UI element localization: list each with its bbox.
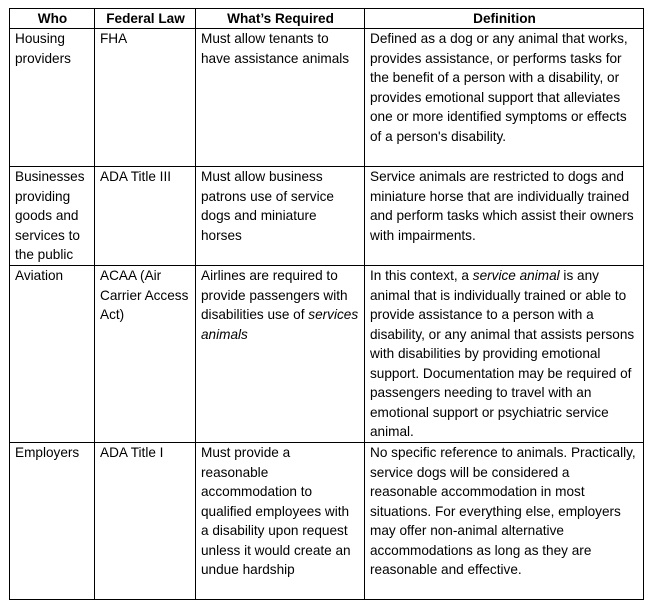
definition-text-start: In this context, a: [370, 268, 473, 283]
header-row: [10, 9, 644, 29]
document-page: [9, 8, 644, 600]
federal-law-table: [9, 8, 644, 600]
cell-who: Housing providers: [10, 29, 95, 167]
cell-whats-required: Must allow business patrons use of service dogs and miniature horses: [196, 167, 365, 266]
table-row: [10, 167, 644, 266]
header-definition: Definition: [365, 9, 644, 29]
cell-who: Aviation: [10, 266, 95, 443]
definition-italic-text: service animal: [472, 268, 560, 283]
cell-definition: [365, 266, 644, 443]
cell-definition: No specific reference to animals. Practically, service dogs will be considered a reasonable accommodation in most situations. For everything else, employers may offer non-animal alternative accommodations as long as they are reasonable and effective.: [365, 443, 644, 600]
required-italic-text: services animals: [201, 307, 359, 342]
cell-definition: Service animals are restricted to dogs and miniature horse that are individually trained and perform tasks which assist their owners with impairments.: [365, 167, 644, 266]
cell-federal-law: ACAA (Air Carrier Access Act): [95, 266, 196, 443]
cell-whats-required: Must provide a reasonable accommodation to qualified employees with a disability upon request unless it would create an undue hardship: [196, 443, 365, 600]
table-row: [10, 443, 644, 600]
definition-text-end: is any animal that is individually trained or able to provide assistance to a person with a disability, or any animal that assists persons with disabilities by providing emotional support. Documentation may be required of passengers needing to travel with an emotional support or psychiatric service animal.: [370, 268, 635, 439]
header-whats-required: What’s Required: [196, 9, 365, 29]
cell-federal-law: ADA Title I: [95, 443, 196, 600]
cell-federal-law: ADA Title III: [95, 167, 196, 266]
cell-who: Employers: [10, 443, 95, 600]
cell-whats-required: Must allow tenants to have assistance animals: [196, 29, 365, 167]
cell-definition: Defined as a dog or any animal that works, provides assistance, or performs tasks for the benefit of a person with a disability, or provides emotional support that alleviates one or more identified symptoms or effects of a person's disability.: [365, 29, 644, 167]
header-federal-law: Federal Law: [95, 9, 196, 29]
table-row: [10, 29, 644, 167]
cell-whats-required: [196, 266, 365, 443]
cell-who: Businesses providing goods and services to the public: [10, 167, 95, 266]
required-text: Airlines are required to provide passengers with disabilities use of: [201, 268, 348, 322]
header-who: Who: [10, 9, 95, 29]
cell-federal-law: FHA: [95, 29, 196, 167]
table-row: [10, 266, 644, 443]
